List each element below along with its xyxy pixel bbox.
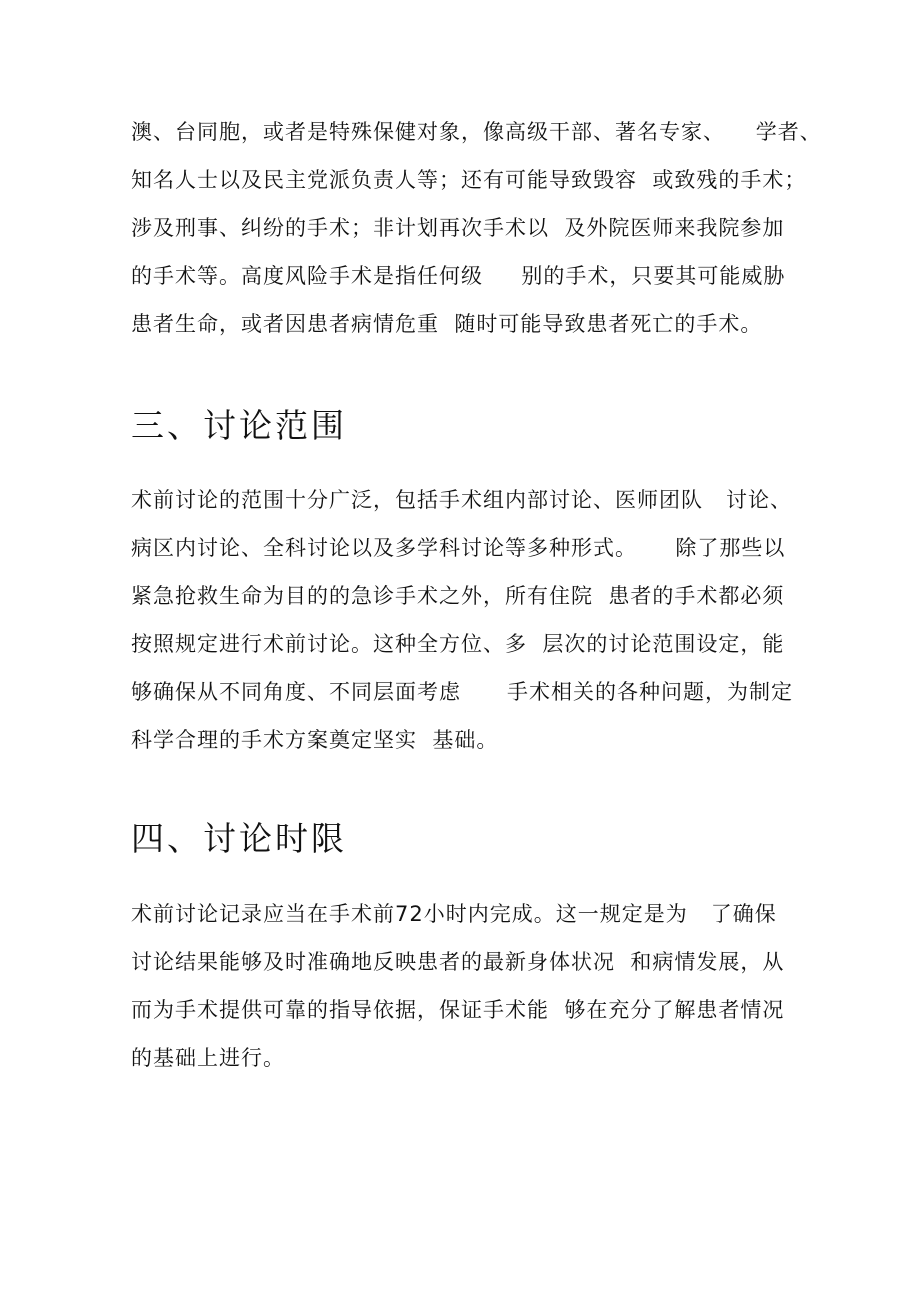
section-heading-discussion-time-limit: 四、讨论时限 [131,819,347,858]
text-line: 病区内讨论、全科讨论以及多学科讨论等多种形式。 除了那些以 [131,536,786,560]
text-line: 术前讨论的范围十分广泛，包括手术组内部讨论、医师团队 讨论、 [131,488,793,512]
paragraph-surgery-risk [131,108,831,348]
text-line: 涉及刑事、纠纷的手术；非计划再次手术以 及外院医师来我院参加 [131,216,785,240]
text-line: 术前讨论记录应当在手术前72小时内完成。这一规定是为 了确保 [131,902,777,926]
text-line: 讨论结果能够及时准确地反映患者的最新身体状况 和病情发展，从 [131,950,785,974]
text-line: 紧急抢救生命为目的的急诊手术之外，所有住院 患者的手术都必须 [131,584,785,608]
text-line: 澳、台同胞，或者是特殊保健对象，像高级干部、著名专家、 学者、 [131,120,822,144]
text-line: 而为手术提供可靠的指导依据，保证手术能 够在充分了解患者情况 [131,998,785,1022]
text-line: 患者生命，或者因患者病情危重 随时可能导致患者死亡的手术。 [131,312,763,336]
text-line: 的基础上进行。 [131,1046,285,1070]
paragraph-discussion-time-limit [131,890,831,1082]
section-heading-discussion-scope: 三、讨论范围 [131,406,347,445]
paragraph-discussion-scope [131,476,831,764]
text-line: 的手术等。高度风险手术是指任何级 别的手术，只要其可能威胁 [131,264,786,288]
text-line: 科学合理的手术方案奠定坚实 基础。 [131,728,499,752]
text-line: 知名人士以及民主党派负责人等；还有可能导致毁容 或致残的手术； [131,168,807,192]
text-line: 按照规定进行术前讨论。这种全方位、多 层次的讨论范围设定，能 [131,632,785,656]
text-line: 够确保从不同角度、不同层面考虑 手术相关的各种问题，为制定 [131,680,794,704]
